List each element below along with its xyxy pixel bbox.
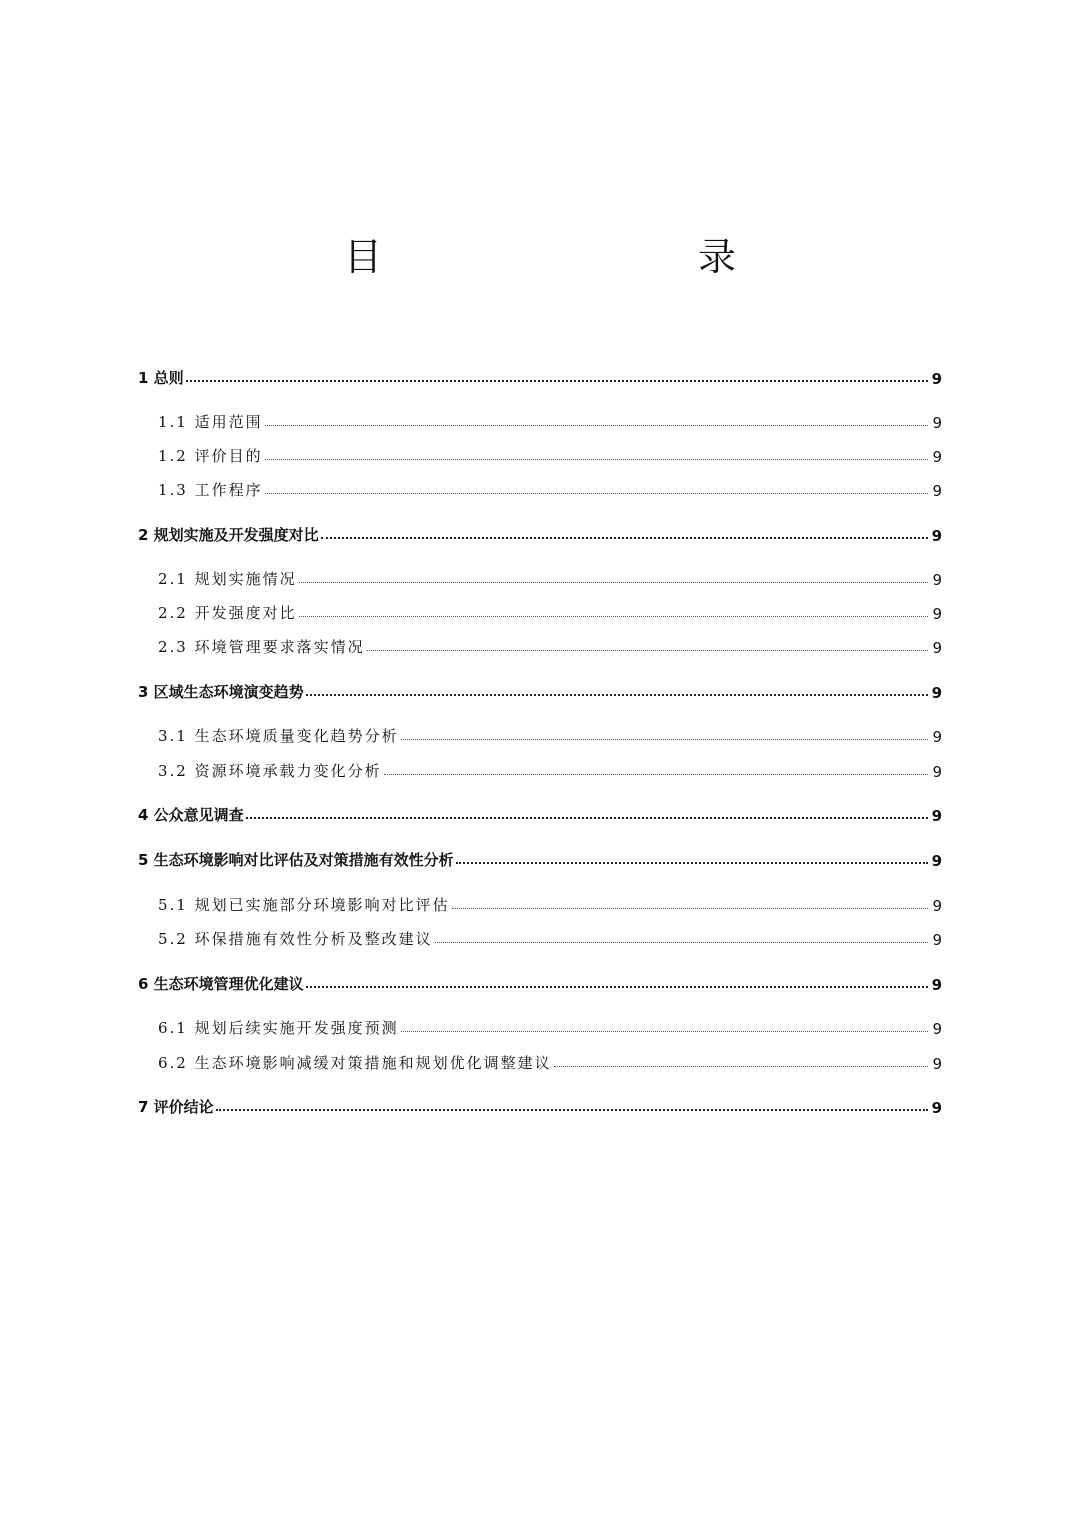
toc-section-entry[interactable] — [138, 720, 942, 746]
toc-dot-leader — [456, 862, 928, 864]
toc-entry-label: 2.1 规划实施情况 — [158, 570, 297, 588]
toc-entry-label: 4 公众意见调查 — [138, 806, 244, 824]
toc-page-number: 9 — [932, 728, 942, 746]
toc-entry-label: 1.3 工作程序 — [158, 481, 263, 499]
toc-section-entry[interactable] — [138, 563, 942, 589]
toc-dot-leader — [306, 694, 928, 696]
toc-entry-label: 3.2 资源环境承载力变化分析 — [158, 762, 382, 780]
toc-entry-label: 1.2 评价目的 — [158, 447, 263, 465]
toc-page-number: 9 — [931, 527, 942, 545]
toc-dot-leader — [401, 739, 928, 740]
toc-entry-label: 1 总则 — [138, 369, 184, 387]
toc-entry-label: 5 生态环境影响对比评估及对策措施有效性分析 — [138, 851, 454, 869]
toc-dot-leader — [435, 942, 928, 943]
toc-page-number: 9 — [932, 571, 942, 589]
toc-entry-label: 7 评价结论 — [138, 1098, 214, 1116]
toc-chapter-entry[interactable] — [138, 844, 942, 870]
toc-entry-label: 5.1 规划已实施部分环境影响对比评估 — [158, 896, 450, 914]
toc-chapter-entry[interactable] — [138, 1091, 942, 1117]
toc-page-number: 9 — [932, 1055, 942, 1073]
toc-dot-leader — [384, 774, 928, 775]
toc-entry-label: 6.2 生态环境影响减缓对策措施和规划优化调整建议 — [158, 1054, 552, 1072]
toc-section-entry[interactable] — [138, 889, 942, 915]
toc-section-entry[interactable] — [138, 406, 942, 432]
toc-page-number: 9 — [932, 605, 942, 623]
toc-entry-label: 6 生态环境管理优化建议 — [138, 975, 304, 993]
toc-dot-leader — [554, 1066, 928, 1067]
toc-page-number: 9 — [931, 1099, 942, 1117]
toc-entry-label: 2.2 开发强度对比 — [158, 604, 297, 622]
toc-chapter-entry[interactable] — [138, 676, 942, 702]
toc-entry-label: 2.3 环境管理要求落实情况 — [158, 638, 365, 656]
toc-section-entry[interactable] — [138, 755, 942, 781]
toc-chapter-entry[interactable] — [138, 519, 942, 545]
toc-chapter-entry[interactable] — [138, 362, 942, 388]
toc-page-number: 9 — [931, 852, 942, 870]
toc-page-number: 9 — [932, 639, 942, 657]
toc-page-number: 9 — [932, 1020, 942, 1038]
toc-dot-leader — [265, 493, 928, 494]
toc-dot-leader — [186, 380, 928, 382]
toc-entry-label: 5.2 环保措施有效性分析及整改建议 — [158, 930, 433, 948]
toc-dot-leader — [299, 582, 928, 583]
toc-page-number: 9 — [932, 763, 942, 781]
toc-dot-leader — [306, 986, 928, 988]
toc-entry-label: 2 规划实施及开发强度对比 — [138, 526, 319, 544]
toc-section-entry[interactable] — [138, 1047, 942, 1073]
toc-page-number: 9 — [931, 807, 942, 825]
toc-page-number: 9 — [932, 931, 942, 949]
toc-dot-leader — [299, 616, 928, 617]
toc-entry-label: 6.1 规划后续实施开发强度预测 — [158, 1019, 399, 1037]
toc-chapter-entry[interactable] — [138, 968, 942, 994]
page-title: 目 录 — [343, 235, 816, 279]
toc-section-entry[interactable] — [138, 923, 942, 949]
toc-chapter-entry[interactable] — [138, 799, 942, 825]
toc-page-number: 9 — [932, 414, 942, 432]
toc-dot-leader — [246, 817, 928, 819]
toc-section-entry[interactable] — [138, 597, 942, 623]
toc-page-number: 9 — [932, 482, 942, 500]
toc-dot-leader — [452, 908, 928, 909]
toc-entry-label: 3 区域生态环境演变趋势 — [138, 683, 304, 701]
toc-dot-leader — [265, 459, 928, 460]
toc-section-entry[interactable] — [138, 440, 942, 466]
toc-section-entry[interactable] — [138, 631, 942, 657]
toc-dot-leader — [321, 537, 928, 539]
toc-page-number: 9 — [932, 448, 942, 466]
toc-page-number: 9 — [932, 897, 942, 915]
toc-section-entry[interactable] — [138, 1012, 942, 1038]
toc-dot-leader — [265, 425, 928, 426]
toc-page-number: 9 — [931, 976, 942, 994]
toc-page-number: 9 — [931, 684, 942, 702]
toc-section-entry[interactable] — [138, 474, 942, 500]
toc-dot-leader — [216, 1109, 928, 1111]
toc-dot-leader — [401, 1031, 928, 1032]
toc-entry-label: 3.1 生态环境质量变化趋势分析 — [158, 727, 399, 745]
toc-page-number: 9 — [931, 370, 942, 388]
toc-dot-leader — [367, 650, 928, 651]
toc-entry-label: 1.1 适用范围 — [158, 413, 263, 431]
